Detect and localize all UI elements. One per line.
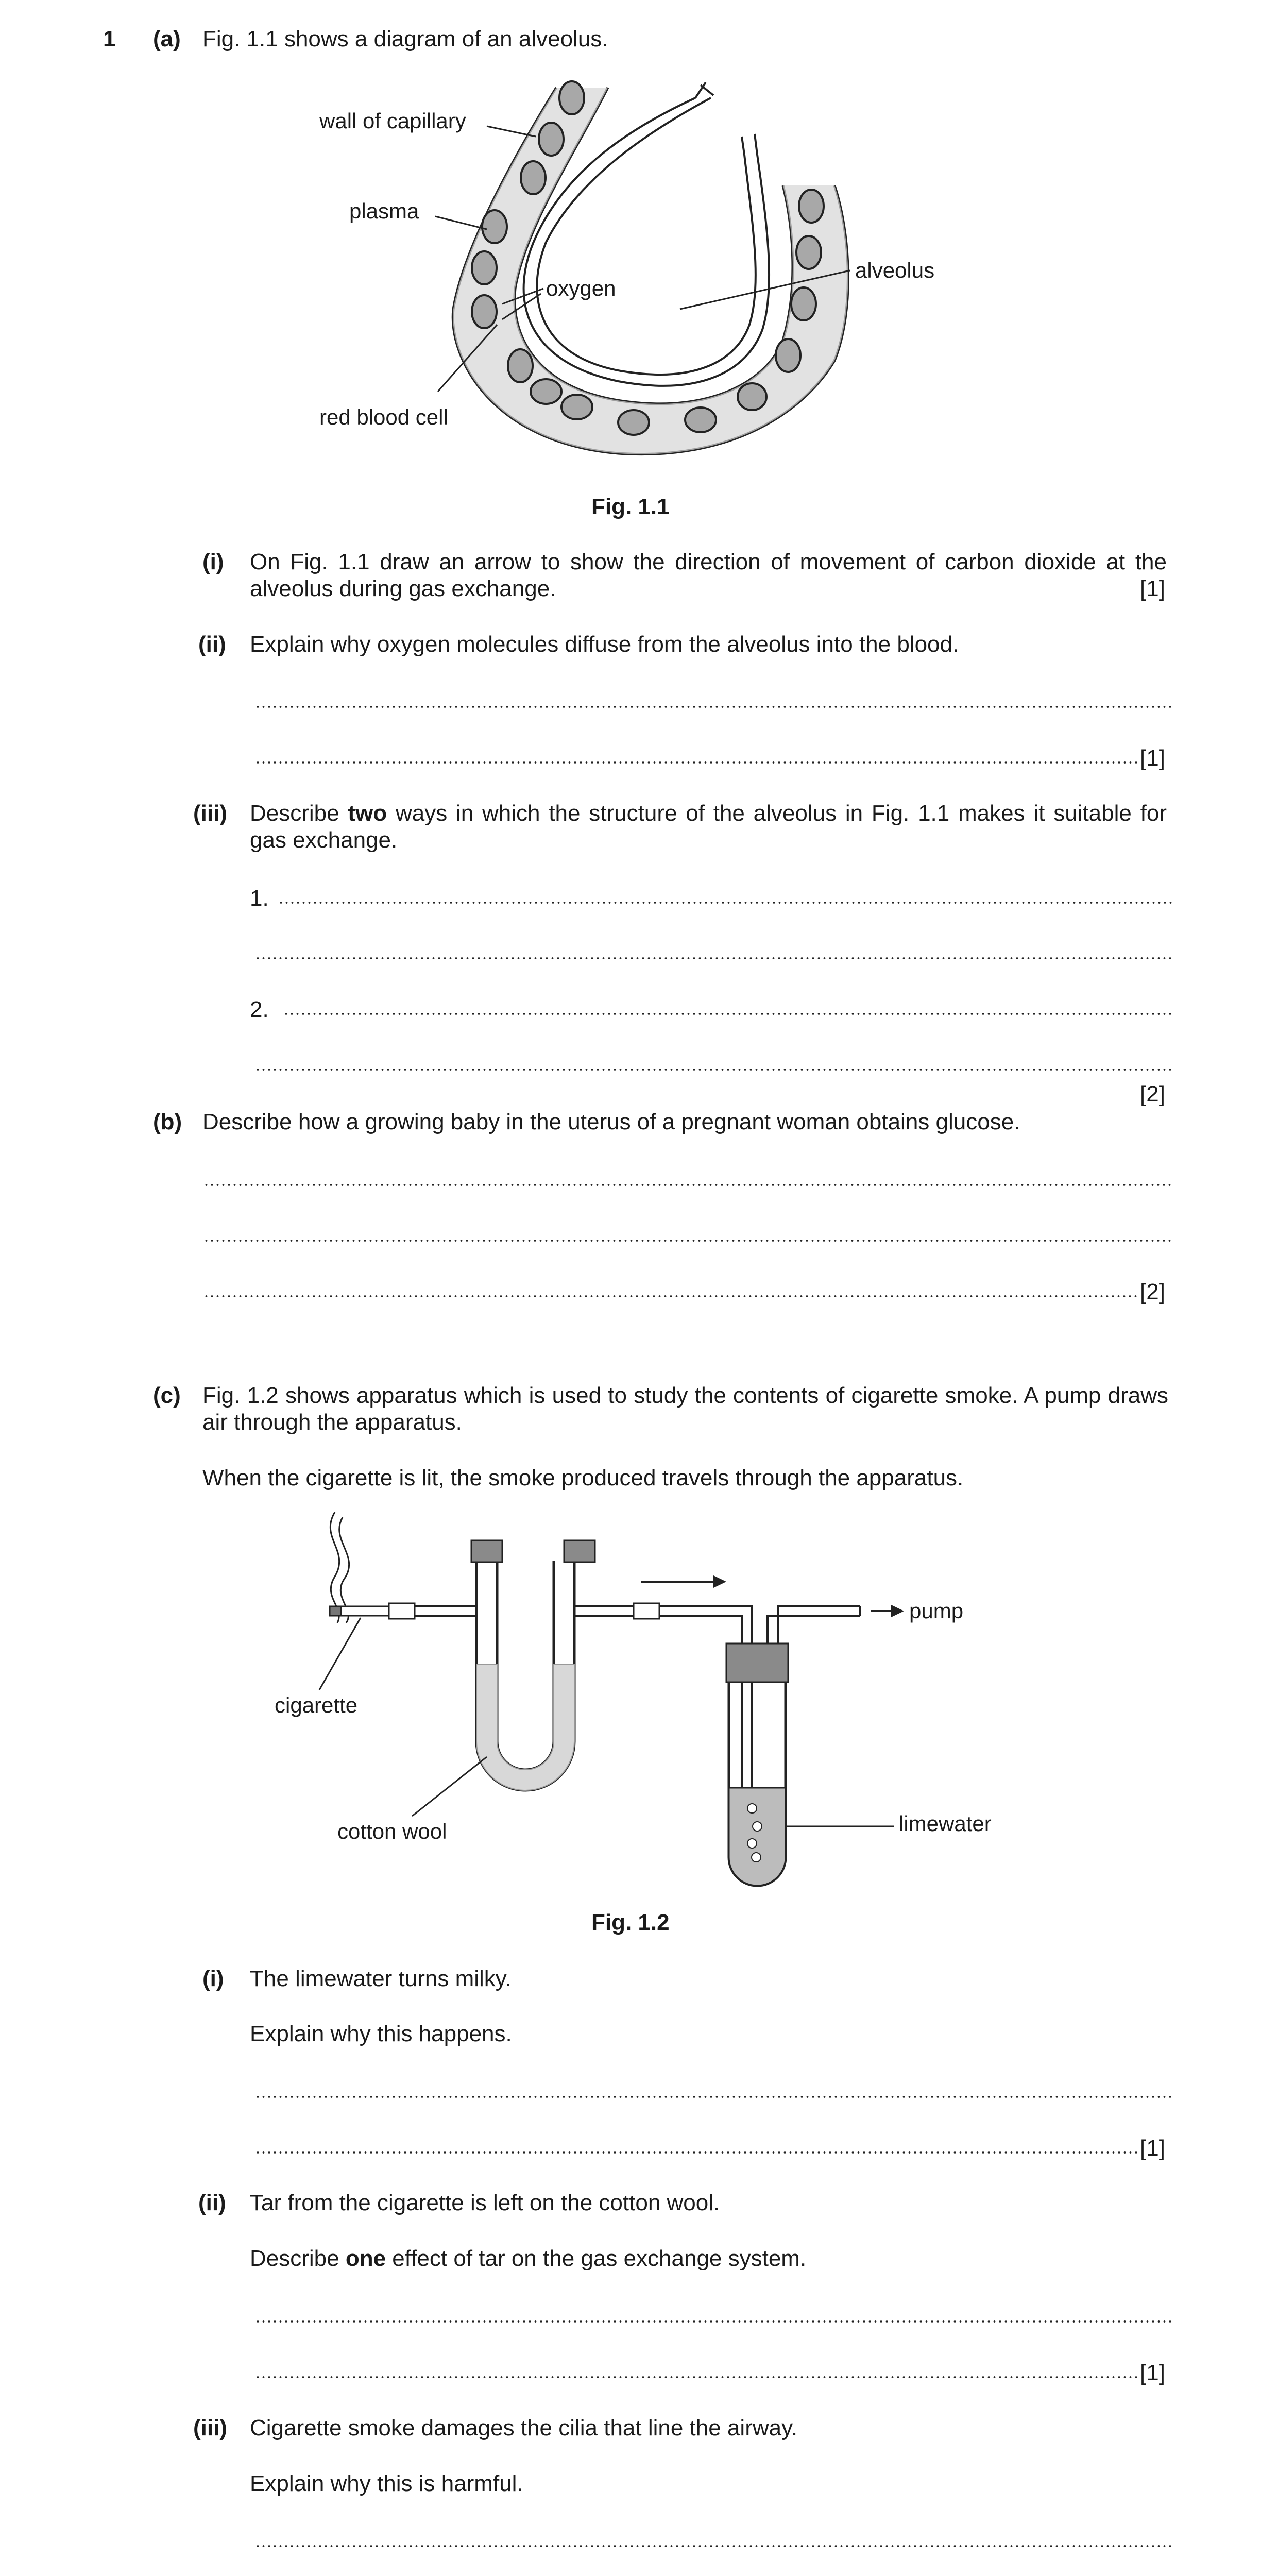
part-a-i-text: On Fig. 1.1 draw an arrow to show the direction of movement of carbon dioxide at the alveolus during gas exchange. <box>250 549 1167 601</box>
part-c-iii-label: (iii) <box>193 2415 227 2441</box>
label-limewater: limewater <box>899 1811 992 1836</box>
fig-1-2-caption: Fig. 1.2 <box>591 1910 670 1935</box>
part-c-i-label: (i) <box>202 1966 224 1991</box>
label-alveolus: alveolus <box>855 258 935 282</box>
part-a-ii-text: Explain why oxygen molecules diffuse from the alveolus into the blood. <box>250 632 959 657</box>
label-pump: pump <box>909 1599 964 1623</box>
part-c-intro-2: When the cigarette is lit, the smoke produced travels through the apparatus. <box>202 1465 964 1490</box>
answer-line[interactable] <box>255 2096 1172 2098</box>
label-cigarette: cigarette <box>275 1693 358 1717</box>
part-a-label: (a) <box>153 26 181 52</box>
answer-line[interactable] <box>255 2376 1138 2378</box>
part-c-i-text: The limewater turns milky. <box>250 1966 512 1991</box>
label-plasma: plasma <box>349 199 419 223</box>
part-c-intro-1: Fig. 1.2 shows apparatus which is used to study the contents of cigarette smoke. A pump draws air through the apparatus. <box>202 1383 1168 1435</box>
part-a-ii-mark: [1] <box>1140 745 1165 771</box>
part-c-ii-text: Tar from the cigarette is left on the cotton wool. <box>250 2190 720 2215</box>
label-wall-of-capillary: wall of capillary <box>319 109 466 133</box>
part-c-ii-sub: Describe one effect of tar on the gas exchange system. <box>250 2246 807 2271</box>
part-a-iii-label: (iii) <box>193 801 227 826</box>
answer-number-1: 1. <box>250 886 269 911</box>
part-a-iii-text: Describe two ways in which the structure of the alveolus in Fig. 1.1 makes it suitable for gas exchange. <box>250 801 1167 853</box>
part-b-mark: [2] <box>1140 1279 1165 1304</box>
part-c-label: (c) <box>153 1383 181 1408</box>
answer-line[interactable] <box>255 2151 1138 2154</box>
part-c-ii-label: (ii) <box>198 2190 226 2215</box>
part-b-label: (b) <box>153 1109 182 1134</box>
answer-line[interactable] <box>255 2545 1172 2547</box>
label-oxygen: oxygen <box>546 276 616 300</box>
label-red-blood-cell: red blood cell <box>319 405 448 429</box>
answer-number-2: 2. <box>250 997 269 1022</box>
part-a-iii-mark: [2] <box>1140 1081 1165 1107</box>
fig-1-1-caption: Fig. 1.1 <box>591 494 670 519</box>
part-a-intro: Fig. 1.1 shows a diagram of an alveolus. <box>202 26 608 52</box>
part-c-iii-text: Cigarette smoke damages the cilia that line the airway. <box>250 2415 798 2441</box>
part-a-i-label: (i) <box>202 549 224 574</box>
part-a-i-mark: [1] <box>1140 576 1165 601</box>
question-number: 1 <box>103 26 116 52</box>
answer-line[interactable] <box>255 2320 1172 2323</box>
part-c-ii-mark: [1] <box>1140 2360 1165 2385</box>
part-c-iii-sub: Explain why this is harmful. <box>250 2471 523 2496</box>
part-b-text: Describe how a growing baby in the uterus of a pregnant woman obtains glucose. <box>202 1109 1020 1134</box>
label-cotton-wool: cotton wool <box>337 1819 447 1843</box>
part-c-i-mark: [1] <box>1140 2136 1165 2161</box>
part-a-ii-label: (ii) <box>198 632 226 657</box>
part-c-i-sub: Explain why this happens. <box>250 2021 512 2046</box>
